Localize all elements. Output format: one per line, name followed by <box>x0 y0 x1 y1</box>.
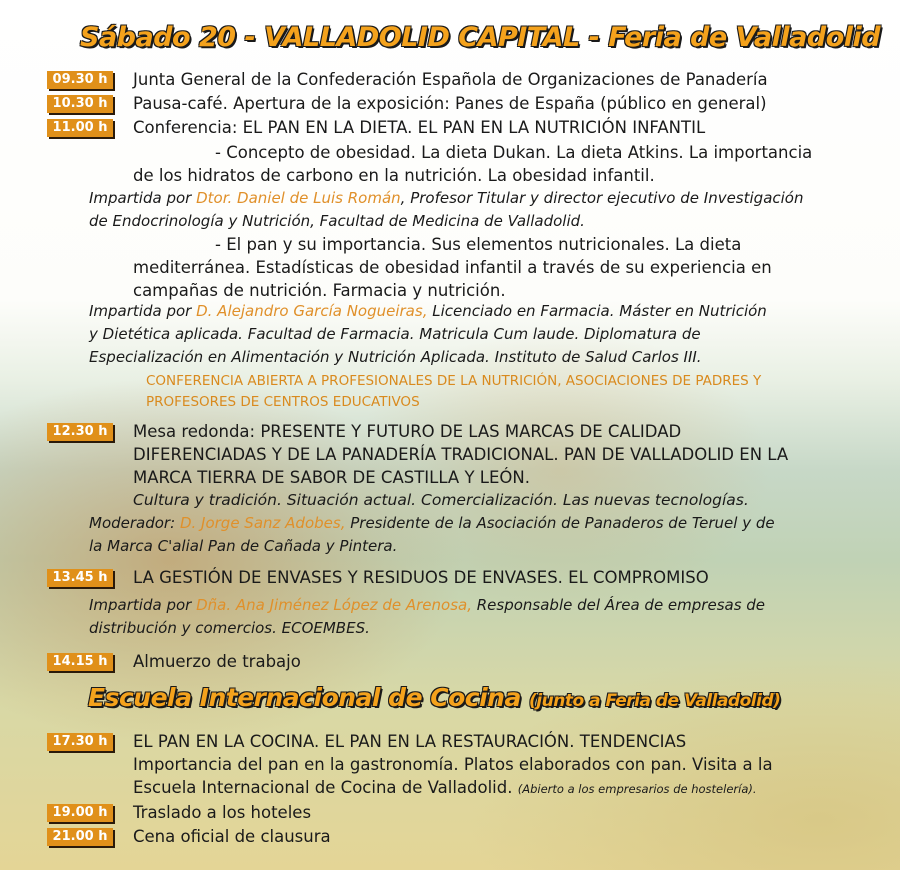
moderator-line <box>89 512 775 535</box>
speaker-line: distribución y comercios. ECOEMBES. <box>89 619 370 637</box>
speaker-line: y Dietética aplicada. Facultad de Farmacia. Matricula Cum laude. Diplomatura de <box>89 325 701 343</box>
agenda-item-text: EL PAN EN LA COCINA. EL PAN EN LA RESTAURACIÓN. TENDENCIAS <box>133 732 687 751</box>
section-heading <box>88 683 780 712</box>
agenda-item-text: Pausa-café. Apertura de la exposición: Panes de España (público en general) <box>133 94 767 113</box>
topic-line: mediterránea. Estadísticas de obesidad infantil a través de su experiencia en <box>133 258 772 277</box>
agenda-item-text: Importancia del pan en la gastronomía. Platos elaborados con pan. Visita a la <box>133 755 773 774</box>
speaker-label: Impartida por <box>89 596 192 614</box>
time-badge: 12.30 h <box>47 423 113 441</box>
moderator-desc: Presidente de la Asociación de Panaderos de Teruel y de <box>345 514 775 532</box>
speaker-label: Impartida por <box>89 302 192 320</box>
agenda-item-text: DIFERENCIADAS Y DE LA PANADERÍA TRADICIONAL. PAN DE VALLADOLID EN LA <box>133 445 789 464</box>
time-badge: 10.30 h <box>47 95 113 113</box>
speaker-line: de Endocrinología y Nutrición, Facultad de Medicina de Valladolid. <box>89 212 585 230</box>
page-heading: Sábado 20 - VALLADOLID CAPITAL - Feria de Valladolid <box>80 22 881 53</box>
topic-line: - El pan y su importancia. Sus elementos nutricionales. La dieta <box>215 235 742 254</box>
time-badge: 17.30 h <box>47 733 113 751</box>
speaker-line <box>89 594 765 617</box>
speaker-desc: , Profesor Titular y director ejecutivo de Investigación <box>400 189 804 207</box>
speaker-line: Especialización en Alimentación y Nutrición Aplicada. Instituto de Salud Carlos III. <box>89 348 702 366</box>
speaker-name: Dña. Ana Jiménez López de Arenosa, <box>196 596 472 614</box>
speaker-line <box>89 300 767 323</box>
speaker-label: Impartida por <box>89 189 192 207</box>
agenda-item-text: MARCA TIERRA DE SABOR DE CASTILLA Y LEÓN. <box>133 468 530 487</box>
agenda-item-text: Junta General de la Confederación Española de Organizaciones de Panadería <box>133 70 768 89</box>
moderator-name: D. Jorge Sanz Adobes, <box>179 514 346 532</box>
topic-line: de los hidratos de carbono en la nutrición. La obesidad infantil. <box>133 166 655 185</box>
agenda-item-text: LA GESTIÓN DE ENVASES Y RESIDUOS DE ENVASES. EL COMPROMISO <box>133 568 709 587</box>
section-heading-sub: (junto a Feria de Valladolid) <box>529 691 781 711</box>
agenda-item-text: Conferencia: EL PAN EN LA DIETA. EL PAN EN LA NUTRICIÓN INFANTIL <box>133 118 706 137</box>
agenda-item-text <box>133 776 757 801</box>
speaker-name: Dtor. Daniel de Luis Román <box>196 189 401 207</box>
agenda-item-text: Traslado a los hoteles <box>133 803 312 822</box>
time-badge: 09.30 h <box>47 71 113 89</box>
audience-note: CONFERENCIA ABIERTA A PROFESIONALES DE LA NUTRICIÓN, ASOCIACIONES DE PADRES Y <box>146 373 762 389</box>
time-badge: 13.45 h <box>47 569 113 587</box>
time-badge: 11.00 h <box>47 119 113 137</box>
time-badge: 14.15 h <box>47 653 113 671</box>
topic-line: - Concepto de obesidad. La dieta Dukan. La dieta Atkins. La importancia <box>215 143 813 162</box>
time-badge: 21.00 h <box>47 828 113 846</box>
time-badge: 19.00 h <box>47 804 113 822</box>
speaker-line <box>89 187 803 210</box>
audience-note: PROFESORES DE CENTROS EDUCATIVOS <box>146 394 420 410</box>
agenda-item-text: Mesa redonda: PRESENTE Y FUTURO DE LAS MARCAS DE CALIDAD <box>133 422 682 441</box>
moderator-label: Moderador: <box>89 514 176 532</box>
speaker-desc: Responsable del Área de empresas de <box>471 596 766 614</box>
audience-note: (Abierto a los empresarios de hostelería). <box>517 782 757 796</box>
topic-line: campañas de nutrición. Farmacia y nutrición. <box>133 281 506 300</box>
section-heading-main: Escuela Internacional de Cocina <box>88 683 521 712</box>
agenda-item-text: Almuerzo de trabajo <box>133 652 301 671</box>
topic-line: Cultura y tradición. Situación actual. Comercialización. Las nuevas tecnologías. <box>133 491 749 509</box>
agenda-item-text: Cena oficial de clausura <box>133 827 331 846</box>
moderator-line: la Marca C'alial Pan de Cañada y Pintera. <box>89 537 398 555</box>
speaker-name: D. Alejandro García Nogueiras, <box>196 302 428 320</box>
agenda-item-line: Escuela Internacional de Cocina de Valladolid. <box>133 778 513 797</box>
speaker-desc: Licenciado en Farmacia. Máster en Nutrición <box>427 302 767 320</box>
